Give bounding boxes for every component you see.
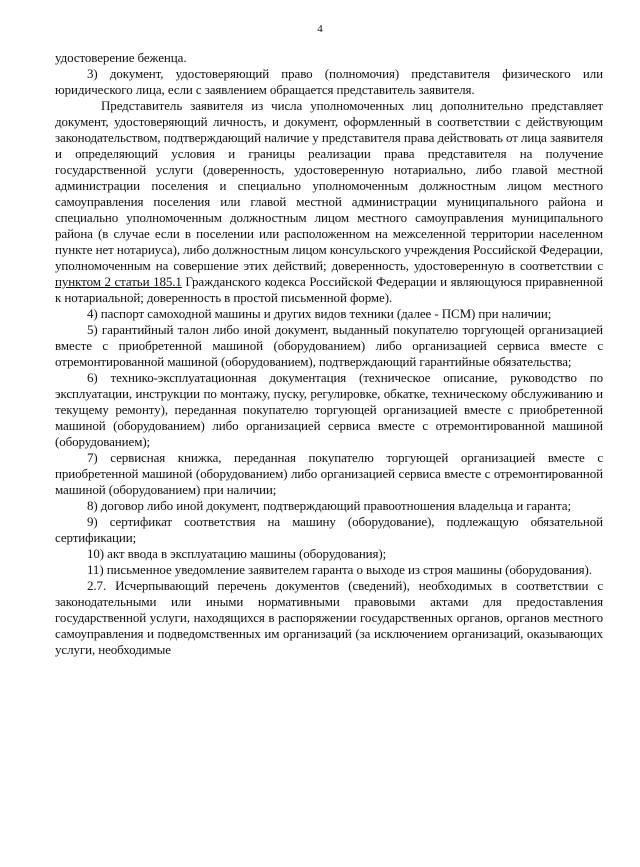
paragraph-refugee-certificate: удостоверение беженца. bbox=[55, 50, 187, 65]
page-number: 4 bbox=[317, 23, 323, 35]
representative-text-part-2: Гражданского кодекса Российской Федерации и являющуюся приравненной к нотариальной; доверенность в простой письменной форме). bbox=[55, 274, 603, 305]
document-body bbox=[55, 50, 603, 658]
paragraph-item-9-certificate: 9) сертификат соответствия на машину (оборудование), подлежащую обязательной сертификации; bbox=[55, 514, 603, 545]
paragraph-item-8-contract: 8) договор либо иной документ, подтверждающий правоотношения владельца и гаранта; bbox=[87, 498, 571, 513]
paragraph-item-10-commissioning-act: 10) акт ввода в эксплуатацию машины (оборудования); bbox=[87, 546, 387, 561]
paragraph-item-11-failure-notice: 11) письменное уведомление заявителем гаранта о выходе из строя машины (оборудования). bbox=[87, 562, 592, 577]
paragraph-item-7-service-book: 7) сервисная книжка, переданная покупателю торгующей организацией вместе с приобретенной машиной (оборудованием) либо организацией сервиса вместе с отремонтированной машиной (оборудованием) при наличии; bbox=[55, 450, 603, 497]
paragraph-item-5-warranty-card: 5) гарантийный талон либо иной документ, выданный покупателю торгующей организацией вместе с приобретенной машиной (оборудованием) либо организацией сервиса вместе с отремонтированной машиной (оборудованием), подтверждающий гарантийные обязательства; bbox=[55, 322, 603, 369]
paragraph-representative-requirements bbox=[55, 98, 603, 306]
civil-code-article-link[interactable]: пунктом 2 статьи 185.1 bbox=[55, 274, 182, 289]
representative-text-part-1: Представитель заявителя из числа уполномоченных лиц дополнительно представляет документ, удостоверяющий личность, и документ, оформленный в соответствии с действующим законодательством, подтверждающий наличие у представителя права действовать от лица заявителя и определяющий условия и границы реализации права представителя на получение государственной услуги (доверенность, удостоверенную нотариально, либо главой местной администрации поселения и специально уполномоченным должностным лицом местного самоуправления поселения или главой местной администрации муниципального района и специально уполномоченным должностным лицом местного самоуправления муниципального района (в случае если в поселении или расположенном на межселенной территории населенном пункте нет нотариуса), либо должностным лицом консульского учреждения Российской Федерации, уполномоченным на совершение этих действий; доверенность, удостоверенную в соответствии с bbox=[55, 98, 603, 273]
paragraph-item-3-representative-document: 3) документ, удостоверяющий право (полномочия) представителя физического или юридического лица, если с заявлением обращается представитель заявителя. bbox=[55, 66, 603, 97]
paragraph-item-4-psm-passport: 4) паспорт самоходной машины и других видов техники (далее - ПСМ) при наличии; bbox=[87, 306, 552, 321]
paragraph-item-6-technical-documentation: 6) технико-эксплуатационная документация (техническое описание, руководство по эксплуатации, инструкции по монтажу, пуску, регулировке, обкатке, техническому обслуживанию и текущему ремонту), переданная покупателю торгующей организацией вместе с приобретенной машиной (оборудованием) либо организацией сервиса вместе с отремонтированной машиной (оборудованием); bbox=[55, 370, 603, 449]
paragraph-section-2-7: 2.7. Исчерпывающий перечень документов (сведений), необходимых в соответствии с законодательными или иными нормативными правовыми актами для предоставления государственной услуги, находящихся в распоряжении государственных органов, органов местного самоуправления и подведомственных им организаций (за исключением организаций, оказывающих услуги, необходимые bbox=[55, 578, 603, 657]
